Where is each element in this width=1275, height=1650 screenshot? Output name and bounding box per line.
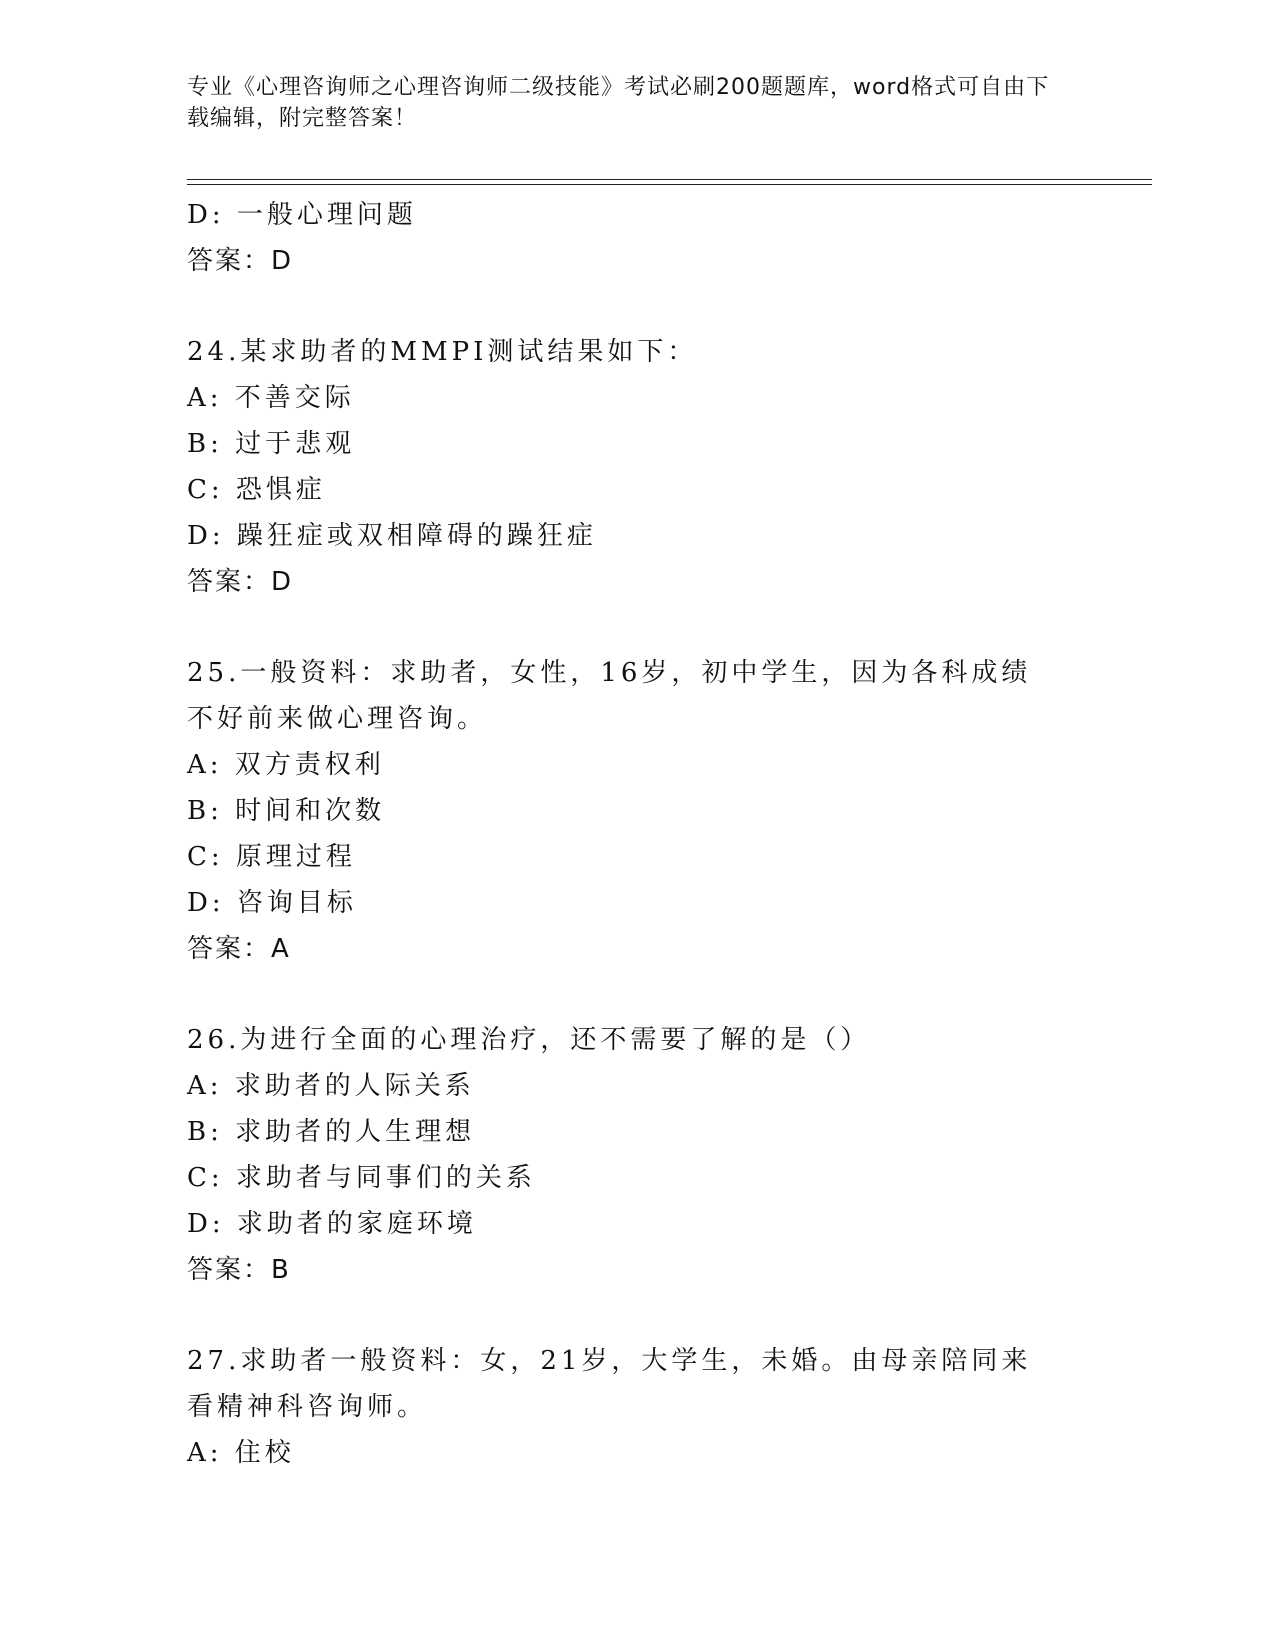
option-c: C: 原理过程 — [187, 842, 356, 872]
question-list — [187, 192, 1087, 1476]
answer-line: 答案：A — [187, 934, 291, 964]
option-b: B: 时间和次数 — [187, 796, 386, 826]
question-25 — [187, 650, 1087, 972]
question-text: 24.某求助者的MMPI测试结果如下： — [187, 337, 698, 367]
question-text: 27.求助者一般资料：女，21岁，大学生，未婚。由母亲陪同来看精神科咨询师。 — [187, 1346, 1032, 1422]
question-24 — [187, 329, 1087, 605]
option-b: B: 求助者的人生理想 — [187, 1117, 476, 1147]
question-26 — [187, 1017, 1087, 1293]
option-c: C: 求助者与同事们的关系 — [187, 1163, 536, 1193]
option-d: D: 一般心理问题 — [187, 200, 417, 230]
answer-line: 答案：D — [187, 567, 294, 597]
option-a: A: 不善交际 — [187, 383, 355, 413]
option-d: D: 求助者的家庭环境 — [187, 1209, 477, 1239]
option-a: A: 双方责权利 — [187, 750, 385, 780]
answer-line: 答案：B — [187, 1255, 291, 1285]
option-d: D: 躁狂症或双相障碍的躁狂症 — [187, 521, 597, 551]
option-c: C: 恐惧症 — [187, 475, 326, 505]
answer-line: 答案：D — [187, 246, 294, 276]
option-b: B: 过于悲观 — [187, 429, 356, 459]
header-rule-top — [187, 179, 1152, 180]
option-d: D: 咨询目标 — [187, 888, 357, 918]
option-a: A: 求助者的人际关系 — [187, 1071, 475, 1101]
header-rule-bottom — [187, 184, 1152, 185]
document-header — [187, 72, 1067, 134]
option-a: A: 住校 — [187, 1438, 295, 1468]
header-text: 专业《心理咨询师之心理咨询师二级技能》考试必刷200题题库，word格式可自由下载编辑，附完整答案！ — [187, 75, 1050, 131]
question-text: 25.一般资料：求助者，女性，16岁，初中学生，因为各科成绩不好前来做心理咨询。 — [187, 658, 1032, 734]
question-text: 26.为进行全面的心理治疗，还不需要了解的是（） — [187, 1025, 871, 1055]
question-27 — [187, 1338, 1087, 1476]
